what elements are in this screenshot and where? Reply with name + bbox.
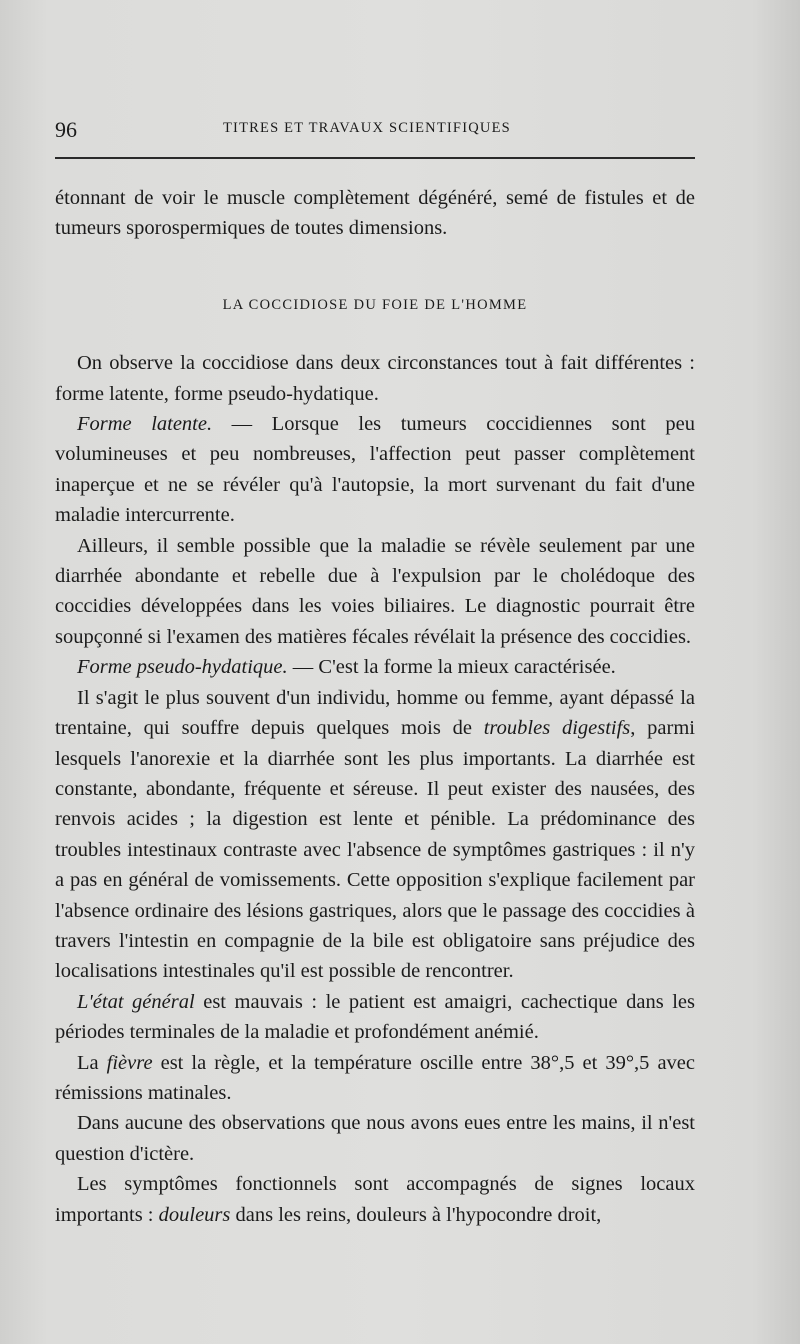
paragraph: La fièvre est la règle, et la température oscille entre 38°,5 et 39°,5 avec rémissions matinales. <box>55 1051 695 1104</box>
page-header <box>55 114 695 144</box>
paragraph: L'état général est mauvais : le patient est amaigri, cachectique dans les périodes terminales de la maladie et profondément anémié. <box>55 990 695 1044</box>
paragraph: Forme pseudo-hydatique. — C'est la forme la mieux caractérisée. <box>77 656 616 679</box>
italic-term: douleurs <box>158 1203 231 1226</box>
page-number: 96 <box>55 117 77 142</box>
paragraph: Les symptômes fonctionnels sont accompagnés de signes locaux importants : douleurs dans les reins, douleurs à l'hypocondre droit, <box>55 1173 695 1226</box>
paragraph: Ailleurs, il semble possible que la maladie se révèle seulement par une diarrhée abondante et rebelle due à l'expulsion par le cholédoque des coccidies développées dans les voies biliaires. Le diagnostic pourrait être soupçonné si l'examen des matières fécales révélait la présence des coccidies. <box>55 534 695 648</box>
paragraph: Dans aucune des observations que nous avons eues entre les mains, il n'est question d'ictère. <box>55 1112 695 1165</box>
running-title: TITRES ET TRAVAUX SCIENTIFIQUES <box>223 120 511 136</box>
paragraph: On observe la coccidiose dans deux circonstances tout à fait différentes : forme latente, forme pseudo-hydatique. <box>55 352 695 405</box>
section-title: LA COCCIDIOSE DU FOIE DE L'HOMME <box>222 296 528 313</box>
body-text <box>55 183 695 1230</box>
header-rule <box>55 157 695 159</box>
italic-term: L'état général <box>77 990 195 1013</box>
italic-heading: Forme pseudo-hydatique. <box>77 656 288 679</box>
paragraph-continued: étonnant de voir le muscle complètement dégénéré, semé de fistules et de tumeurs sporospermiques de toutes dimensions. <box>55 187 695 240</box>
italic-heading: Forme latente. <box>77 413 213 436</box>
paragraph: Il s'agit le plus souvent d'un individu, homme ou femme, ayant dépassé la trentaine, qui souffre depuis quelques mois de troubles digestifs, parmi lesquels l'anorexie et la diarrhée sont les plus importants. La diarrhée est constante, abondante, fréquente et séreuse. Il peut exister des nausées, des renvois acides ; la digestion est lente et pénible. La prédominance des troubles intestinaux contraste avec l'absence de symptômes gastriques : il n'y a pas en général de vomissements. Cette opposition s'explique facilement par l'absence ordinaire des lésions gastriques, alors que le passage des coccidies à travers l'intestin en compagnie de la bile est obligatoire sans préjudice des localisations intestinales qu'il est possible de rencontrer. <box>55 686 695 983</box>
italic-term: fièvre <box>106 1051 153 1074</box>
italic-term: troubles digestifs <box>483 717 631 740</box>
paragraph: Forme latente. — Lorsque les tumeurs coccidiennes sont peu volumineuses et peu nombreuses, l'affection peut passer complètement inaperçue et ne se révéler qu'à l'autopsie, la mort survenant du fait d'une maladie intercurrente. <box>55 413 695 527</box>
